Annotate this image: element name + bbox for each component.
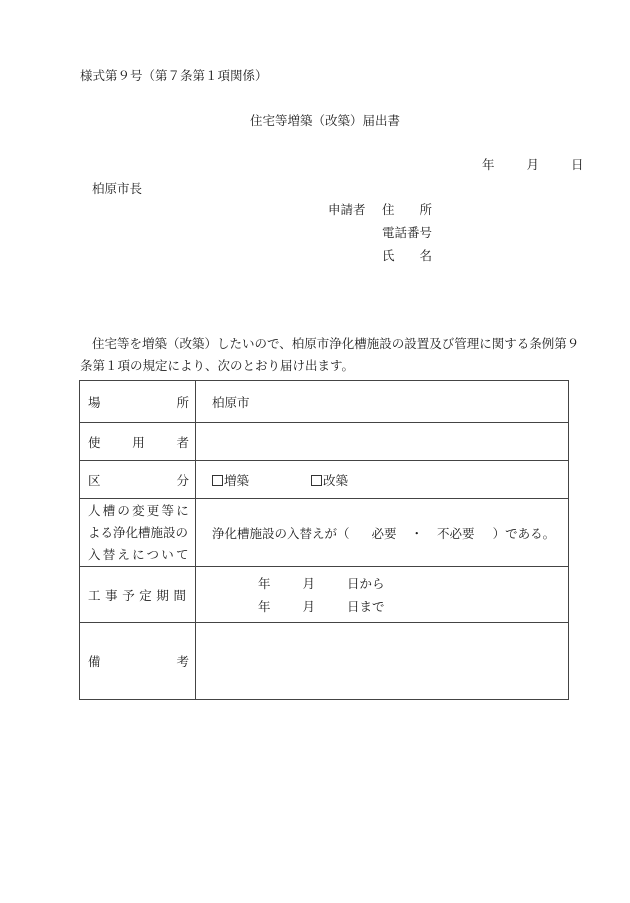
applicant-phone-label: 電話番号: [382, 225, 433, 240]
label-remarks-b: 考: [176, 654, 189, 669]
applicant-name-label: 氏 名: [382, 248, 433, 263]
applicant-label: 申請者: [328, 202, 366, 217]
period-to: [258, 595, 568, 618]
intro-line-1: 住宅等を増築（改築）したいので、柏原市浄化槽施設の設置及び管理に関する条例第９: [92, 336, 580, 351]
label-period: [80, 567, 196, 623]
intro-paragraph: [80, 333, 580, 377]
label-replacement-line1: 人槽の変更等に: [88, 502, 191, 518]
replacement-suffix: ）である。: [492, 525, 556, 541]
date-year: 年: [482, 157, 495, 172]
period-from-day: 日から: [347, 575, 385, 591]
option-separator: ・: [410, 525, 424, 541]
label-user-a: 使: [88, 434, 101, 450]
value-user[interactable]: [196, 423, 569, 461]
period-to-year: 年: [258, 598, 271, 614]
checkbox-rebuild[interactable]: [311, 473, 348, 488]
form-number: 様式第９号（第７条第１項関係）: [80, 68, 268, 83]
value-remarks[interactable]: [196, 623, 569, 700]
value-category: [196, 461, 569, 499]
location-value: 柏原市: [212, 394, 250, 410]
value-replacement: [196, 499, 569, 567]
label-user-b: 用: [132, 434, 145, 450]
checkbox-extension[interactable]: [212, 473, 249, 488]
addressee: 柏原市長: [92, 181, 143, 196]
period-from-year: 年: [258, 575, 271, 591]
row-replacement: [80, 499, 569, 567]
checkbox-extension-box[interactable]: [212, 475, 223, 486]
row-period: [80, 567, 569, 623]
replacement-prefix: 浄化槽施設の入替えが（: [212, 525, 350, 541]
option-required[interactable]: 必要: [371, 525, 397, 541]
date-line: [482, 155, 584, 173]
label-replacement-line3: 入替えについて: [88, 546, 191, 562]
label-replacement-line2: よる浄化槽施設の: [88, 524, 189, 540]
label-replacement: [80, 499, 196, 567]
period-to-day: 日まで: [347, 598, 385, 614]
option-extension: 増築: [224, 472, 250, 488]
document-title: 住宅等増築（改築）届出書: [250, 113, 401, 128]
checkbox-rebuild-box[interactable]: [311, 475, 322, 486]
label-category-b: 分: [176, 472, 189, 488]
label-location: [80, 381, 196, 423]
option-not-required[interactable]: 不必要: [437, 525, 475, 541]
row-remarks: [80, 623, 569, 700]
label-remarks: [80, 623, 196, 700]
value-period[interactable]: [196, 567, 569, 623]
label-user-c: 者: [176, 434, 189, 450]
label-period-text: 工事予定期間: [88, 587, 191, 603]
label-category-a: 区: [88, 472, 101, 488]
value-location[interactable]: [196, 381, 569, 423]
intro-line-2: 条第１項の規定により、次のとおり届け出ます。: [80, 358, 355, 373]
period-from: [258, 572, 568, 595]
period-from-month: 月: [302, 575, 316, 591]
date-month: 月: [526, 157, 540, 172]
label-location-a: 場: [88, 394, 101, 410]
label-category: [80, 461, 196, 499]
option-rebuild: 改築: [323, 472, 349, 488]
label-remarks-a: 備: [88, 654, 101, 669]
label-user: [80, 423, 196, 461]
row-location: [80, 381, 569, 423]
label-location-b: 所: [176, 394, 189, 410]
period-to-month: 月: [302, 598, 316, 614]
date-day: 日: [571, 157, 584, 172]
form-table: [79, 380, 569, 700]
applicant-address-label: 住 所: [382, 202, 433, 217]
row-user: [80, 423, 569, 461]
row-category: [80, 461, 569, 499]
